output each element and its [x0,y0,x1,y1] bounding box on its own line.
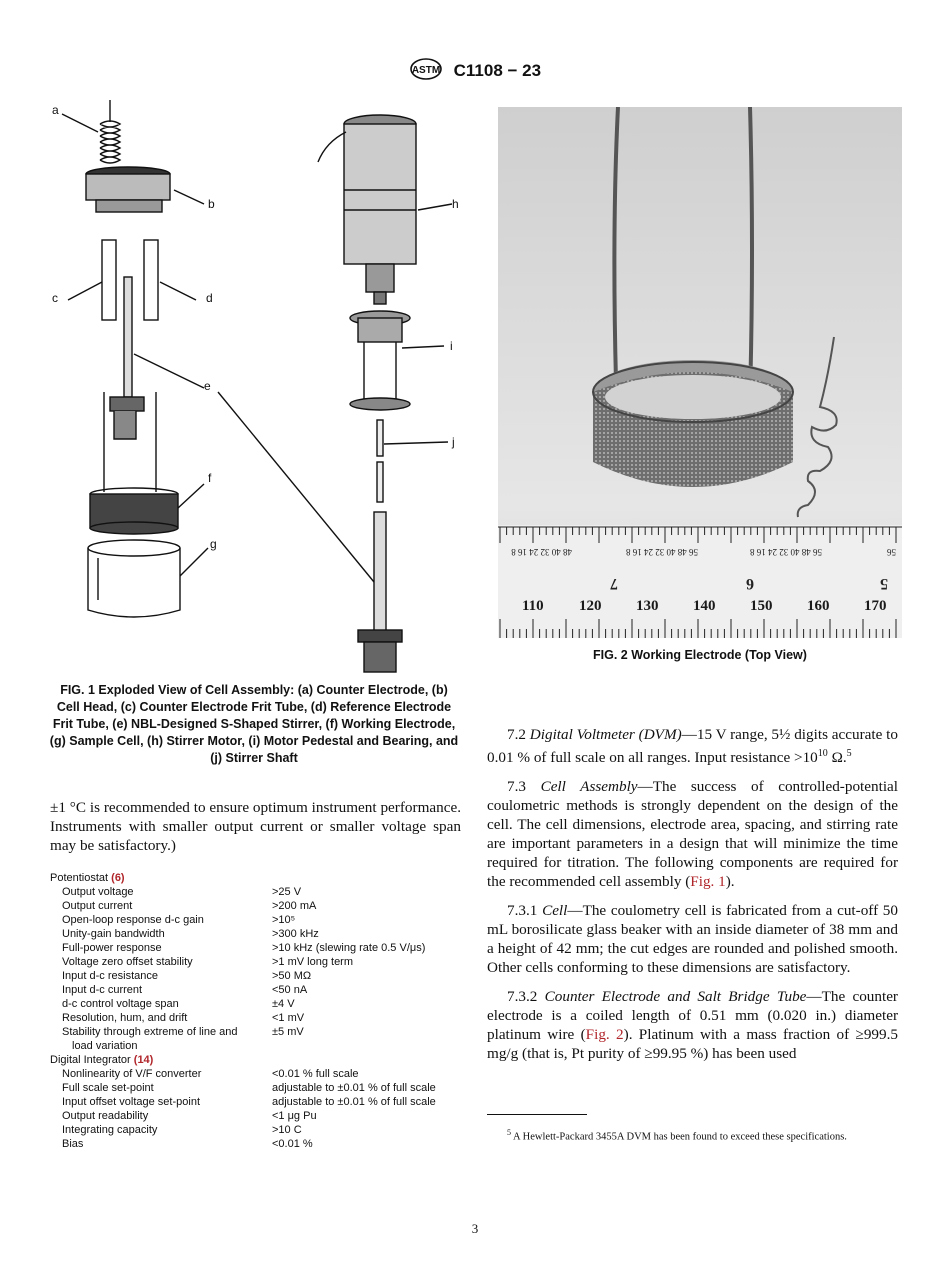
ruler-small-numbers-4: 56 [887,547,896,557]
fig1-label-b: b [208,197,215,211]
potentiostat-ref-link[interactable]: (6) [111,872,125,884]
spec-param: Integrating capacity [62,1124,158,1136]
para-7-3-2-end: ). Platinum with a mass fraction of ≥999.5 mg/g (that is, Pt purity of ≥99.95 %) has been used [487,1026,899,1063]
fig1-label-g: g [210,537,217,551]
right-column [487,725,898,1063]
para-7-2 [487,725,898,767]
spec-param: Unity-gain bandwidth [62,928,165,940]
para-7-2-end: Ω. [827,749,847,767]
spec-value: >10⁵ [272,914,296,926]
integrator-spec-row [50,1081,461,1095]
para-7-3-2-body: —The counter electrode is a coiled length of 0.51 mm (0.020 in.) diameter platinum wire ( [487,988,898,1044]
spec-param: Bias [62,1138,84,1150]
potentiostat-spec-row [50,969,461,983]
potentiostat-spec-row [50,1011,461,1025]
fig1-label-a: a [52,103,59,117]
para-7-3-2-title: Counter Electrode and Salt Bridge Tube [544,988,807,1006]
page-number: 3 [471,1221,479,1236]
fig1-label-d: d [206,291,213,305]
ruler-inch-7: 7 [610,575,618,592]
page-header [0,58,950,85]
spec-value: <0.01 % [272,1138,313,1150]
spec-value: >25 V [272,886,302,898]
spec-value: >10 kHz (slewing rate 0.5 V/μs) [272,942,426,954]
spec-value: >1 mV long term [272,956,354,968]
spec-param: Open-loop response d-c gain [62,914,204,926]
spec-param: Input d-c current [62,984,143,996]
fig2-caption: FIG. 2 Working Electrode (Top View) [593,648,807,662]
para-7-2-exponent: 10 [817,748,828,759]
spec-value: ±4 V [272,998,295,1010]
footnote-text: A Hewlett-Packard 3455A DVM has been found to exceed these specifications. [513,1131,847,1143]
ruler-inch-5: 5 [880,575,888,592]
para-7-3-2-number: 7.3.2 [507,988,538,1006]
spec-param: Full-power response [62,942,162,954]
spec-param: Output readability [62,1110,149,1122]
spec-value: >50 MΩ [272,970,312,982]
potentiostat-spec-row [50,885,461,899]
para-7-3-number: 7.3 [507,778,526,796]
spec-value: adjustable to ±0.01 % of full scale [272,1082,436,1094]
para-7-3-body: —The success of controlled-potential coulometric methods is strongly dependent on the design of the cell. The cell dimensions, electrode area, spacing, and stirring rate are important parameters in a design that will minimize the time required for titration. The following components are required for the recommended cell assembly ( [487,778,898,891]
integrator-spec-row [50,1123,461,1137]
integrator-rows [50,1067,461,1151]
integrator-heading [50,1053,461,1067]
para-7-2-body: —15 V range, 5½ digits accurate to 0.01 % of full scale on all ranges. Input resistance >10 [487,726,898,767]
stability-continuation: load variation [72,1040,138,1052]
para-7-2-title: Digital Voltmeter (DVM) [529,726,682,743]
spec-param: Resolution, hum, and drift [62,1012,188,1024]
spec-param: Input offset voltage set-point [62,1096,200,1108]
potentiostat-spec-row [50,983,461,997]
spec-param: Stability through extreme of line and [62,1026,238,1038]
spec-param: Full scale set-point [62,1082,154,1094]
svg-text:ASTM: ASTM [411,65,441,76]
spec-value: >200 mA [272,900,317,912]
fig1-exploded-cell-assembly [40,92,480,677]
para-7-3-1 [487,901,898,977]
integrator-spec-row [50,1095,461,1109]
integrator-spec-row [50,1109,461,1123]
potentiostat-rows [50,885,461,1039]
ruler-small-numbers-3: 56 48 40 32 24 16 8 [750,547,822,557]
spec-value: adjustable to ±0.01 % of full scale [272,1096,436,1108]
ruler-small-numbers-2: 56 48 40 32 24 16 8 [626,547,698,557]
para-7-3-1-title: Cell [542,902,568,920]
ruler-inch-6: 6 [746,575,754,592]
footnote [487,1126,898,1145]
fig1-label-j: j [452,435,455,449]
ruler-mm-label: 160 [807,598,830,614]
para-7-3-title: Cell Assembly [540,778,638,796]
spec-param: Output voltage [62,886,134,898]
para-7-3-end: ). [725,873,735,891]
fig1-label-f: f [208,471,212,485]
para-7-3-2 [487,987,898,1063]
ruler-mm-label: 120 [579,598,602,614]
astm-logo-icon [409,58,443,85]
fig1-label-i: i [450,339,453,353]
para-7-3 [487,777,898,891]
ruler-mm-label: 170 [864,598,887,614]
potentiostat-label: Potentiostat [50,872,109,884]
spec-param: Input d-c resistance [62,970,158,982]
spec-param: Output current [62,900,133,912]
fig1-label-c: c [52,291,58,305]
fig1-caption: FIG. 1 Exploded View of Cell Assembly: (a) Counter Electrode, (b) Cell Head, (c) Counter Electrode Frit Tube, (d) Reference Electrode Frit Tube, (e) NBL-Designed S-Shaped Stirrer, (f) Working Electrode, (g) Sample Cell, (h) Stirrer Motor, (i) Motor Pedestal and Bearing, and (j) Stirrer Shaft [49,683,459,765]
ruler-mm-label: 110 [522,598,544,614]
fig1-label-h: h [452,197,459,211]
spec-param: d-c control voltage span [62,998,179,1010]
integrator-ref-link[interactable]: (14) [133,1054,154,1066]
footnote-number: 5 [507,1128,511,1137]
fig2-working-electrode-photo [498,107,902,638]
spec-value: <1 mV [272,1012,305,1024]
fig2-link[interactable]: Fig. 2 [585,1026,624,1044]
spec-value: ±5 mV [272,1026,304,1038]
potentiostat-spec-row [50,927,461,941]
spec-value: >300 kHz [272,928,319,940]
footnote-ref-5[interactable]: 5 [846,748,852,759]
continuation-paragraph: ±1 °C is recommended to ensure optimum instrument performance. Instruments with smaller output current or smaller voltage span may be satisfactory.) [50,799,461,854]
spec-value: <0.01 % full scale [272,1068,359,1080]
spec-value: <50 nA [272,984,308,996]
potentiostat-heading [50,871,461,885]
fig1-label-e: e [204,379,211,393]
spec-value: <1 μg Pu [272,1110,317,1122]
potentiostat-spec-row [50,955,461,969]
spec-value: >10 C [272,1124,302,1136]
para-7-3-1-body: —The coulometry cell is fabricated from a cut-off 50 mL borosilicate glass beaker with an inside diameter of 38 mm and a height of 42 mm; the cut edges are rounded and polished smooth. Other cells conforming to these dimensions are satisfactory. [487,902,898,977]
spec-param: Voltage zero offset stability [62,956,193,968]
ruler-mm-label: 130 [636,598,659,614]
potentiostat-spec-row [50,913,461,927]
fig1-link[interactable]: Fig. 1 [690,873,726,891]
ruler-mm-label: 150 [750,598,773,614]
integrator-spec-row [50,1137,461,1151]
potentiostat-spec-row [50,997,461,1011]
spec-param: Nonlinearity of V/F converter [62,1068,202,1080]
ruler-mm-label: 140 [693,598,716,614]
potentiostat-spec-row [50,899,461,913]
integrator-label: Digital Integrator [50,1054,131,1066]
document-designation: C1108 − 23 [453,60,542,80]
footnote-rule [487,1114,587,1115]
spec-table [50,871,461,1151]
para-7-3-1-number: 7.3.1 [507,902,538,920]
ruler-small-numbers-1: 48 40 32 24 16 8 [511,547,572,557]
integrator-spec-row [50,1067,461,1081]
potentiostat-spec-row [50,1025,461,1039]
potentiostat-spec-row [50,941,461,955]
para-7-2-number: 7.2 [507,726,526,743]
